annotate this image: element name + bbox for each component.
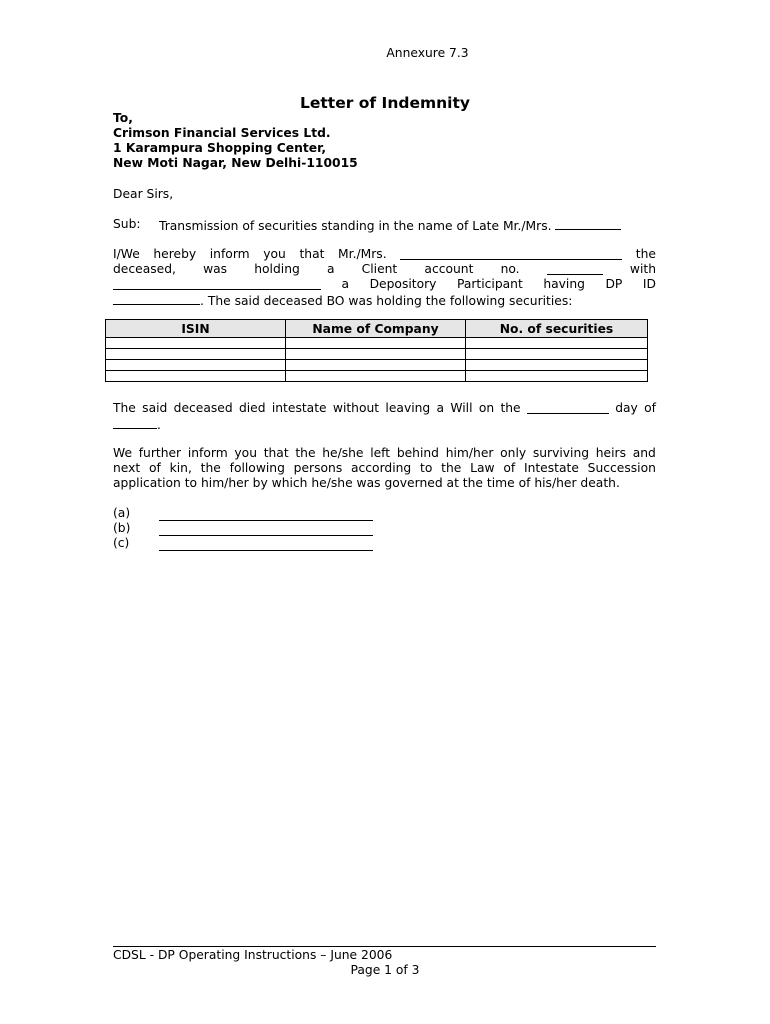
heir-label-c: (c)	[113, 536, 130, 550]
account-number-blank[interactable]	[547, 262, 603, 275]
heir-b-blank[interactable]	[159, 535, 373, 536]
annexure-label: Annexure 7.3	[386, 46, 469, 60]
table-row	[106, 371, 648, 382]
word: he/she	[322, 446, 364, 460]
word: behind	[396, 446, 439, 460]
word: with	[629, 262, 656, 276]
table-row	[106, 338, 648, 349]
subject-text-content: Transmission of securities standing in the name of Late Mr./Mrs.	[159, 219, 552, 233]
word: I/We	[113, 247, 140, 261]
word: persons	[293, 461, 343, 475]
securities-table	[105, 319, 648, 382]
word: no.	[500, 262, 520, 276]
death-month-blank[interactable]	[113, 416, 157, 429]
word: left	[370, 446, 391, 460]
word: deceased,	[113, 262, 176, 276]
word: day	[615, 401, 638, 415]
company-cell[interactable]	[286, 338, 466, 349]
subject-label: Sub:	[113, 217, 141, 231]
word: you	[263, 247, 286, 261]
word: Mr./Mrs.	[338, 247, 387, 261]
company-cell[interactable]	[286, 349, 466, 360]
heir-a-blank[interactable]	[159, 520, 373, 521]
word: of	[503, 461, 516, 475]
word: the	[295, 446, 316, 460]
paragraph3-line3: application to him/her by which he/she was governed at the time of his/her death.	[113, 476, 620, 490]
heir-label-b: (b)	[113, 521, 131, 535]
word: kin,	[169, 461, 192, 475]
securities-count-header: No. of securities	[466, 320, 648, 338]
count-cell[interactable]	[466, 371, 648, 382]
word: was	[203, 262, 228, 276]
death-day-blank[interactable]	[527, 401, 609, 414]
paragraph1-line4-text: . The said deceased BO was holding the following securities:	[200, 294, 573, 308]
address-to: To,	[113, 111, 133, 125]
period: .	[157, 418, 161, 432]
word: having	[543, 277, 585, 291]
isin-header: ISIN	[106, 320, 286, 338]
isin-cell[interactable]	[106, 360, 286, 371]
word: surviving	[532, 446, 590, 460]
word: intestate	[271, 401, 327, 415]
paragraph1-line1	[113, 247, 656, 262]
word: to	[420, 461, 433, 475]
deceased-name-blank[interactable]	[400, 247, 622, 260]
page-number: Page 1 of 3	[350, 963, 420, 977]
word: Intestate	[523, 461, 579, 475]
word: you	[234, 446, 257, 460]
word: The	[113, 401, 136, 415]
word: Succession	[587, 461, 656, 475]
word: heirs	[595, 446, 627, 460]
paragraph3-line1	[113, 446, 656, 461]
paragraph2-line1	[113, 401, 656, 416]
word: said	[142, 401, 168, 415]
paragraph3-line2	[113, 461, 656, 476]
word: a	[326, 262, 335, 276]
count-cell[interactable]	[466, 349, 648, 360]
word: the	[500, 401, 521, 415]
salutation: Dear Sirs,	[113, 187, 174, 201]
paragraph1-line3	[113, 277, 656, 292]
table-row	[106, 360, 648, 371]
word: a	[341, 277, 350, 291]
word: following	[229, 461, 285, 475]
isin-cell[interactable]	[106, 371, 286, 382]
word: him/her	[445, 446, 494, 460]
company-cell[interactable]	[286, 371, 466, 382]
word: next	[113, 461, 141, 475]
word: without	[332, 401, 380, 415]
word: according	[351, 461, 412, 475]
isin-cell[interactable]	[106, 338, 286, 349]
address-company: Crimson Financial Services Ltd.	[113, 126, 331, 140]
word: the	[441, 461, 462, 475]
word: the	[200, 461, 221, 475]
subject-text	[159, 217, 621, 234]
late-name-blank[interactable]	[555, 217, 621, 230]
heir-c-blank[interactable]	[159, 550, 373, 551]
paragraph1-line4	[113, 292, 572, 309]
isin-cell[interactable]	[106, 349, 286, 360]
footer-title: CDSL - DP Operating Instructions – June 2006	[113, 948, 393, 962]
address-street: 1 Karampura Shopping Center,	[113, 141, 327, 155]
company-cell[interactable]	[286, 360, 466, 371]
word: Client	[361, 262, 398, 276]
word: and	[632, 446, 656, 460]
company-header: Name of Company	[286, 320, 466, 338]
word: account	[424, 262, 474, 276]
word: that	[263, 446, 289, 460]
word: ID	[642, 277, 656, 291]
word: Depository	[369, 277, 437, 291]
word: holding	[254, 262, 300, 276]
dp-id-blank[interactable]	[113, 292, 200, 305]
word: Law	[470, 461, 495, 475]
word: hereby	[153, 247, 197, 261]
word: that	[299, 247, 325, 261]
page-title: Letter of Indemnity	[300, 94, 470, 112]
paragraph1-line2	[113, 262, 656, 277]
word: on	[478, 401, 495, 415]
table-header-row	[106, 320, 648, 338]
footer-divider	[113, 946, 656, 947]
word: a	[436, 401, 445, 415]
heir-label-a: (a)	[113, 506, 131, 520]
word: Will	[450, 401, 473, 415]
word: only	[500, 446, 527, 460]
word: died	[238, 401, 266, 415]
participant-name-blank[interactable]	[113, 277, 321, 290]
paragraph2-line2	[113, 416, 161, 433]
word: further	[138, 446, 182, 460]
word: We	[113, 446, 133, 460]
count-cell[interactable]	[466, 338, 648, 349]
word: leaving	[385, 401, 431, 415]
word: the	[635, 247, 656, 261]
word: inform	[209, 247, 250, 261]
address-city: New Moti Nagar, New Delhi-110015	[113, 156, 358, 170]
word: inform	[187, 446, 228, 460]
count-cell[interactable]	[466, 360, 648, 371]
word: of	[149, 461, 161, 475]
word: of	[644, 401, 656, 415]
word: DP	[605, 277, 623, 291]
word: Participant	[456, 277, 523, 291]
word: deceased	[173, 401, 233, 415]
table-row	[106, 349, 648, 360]
